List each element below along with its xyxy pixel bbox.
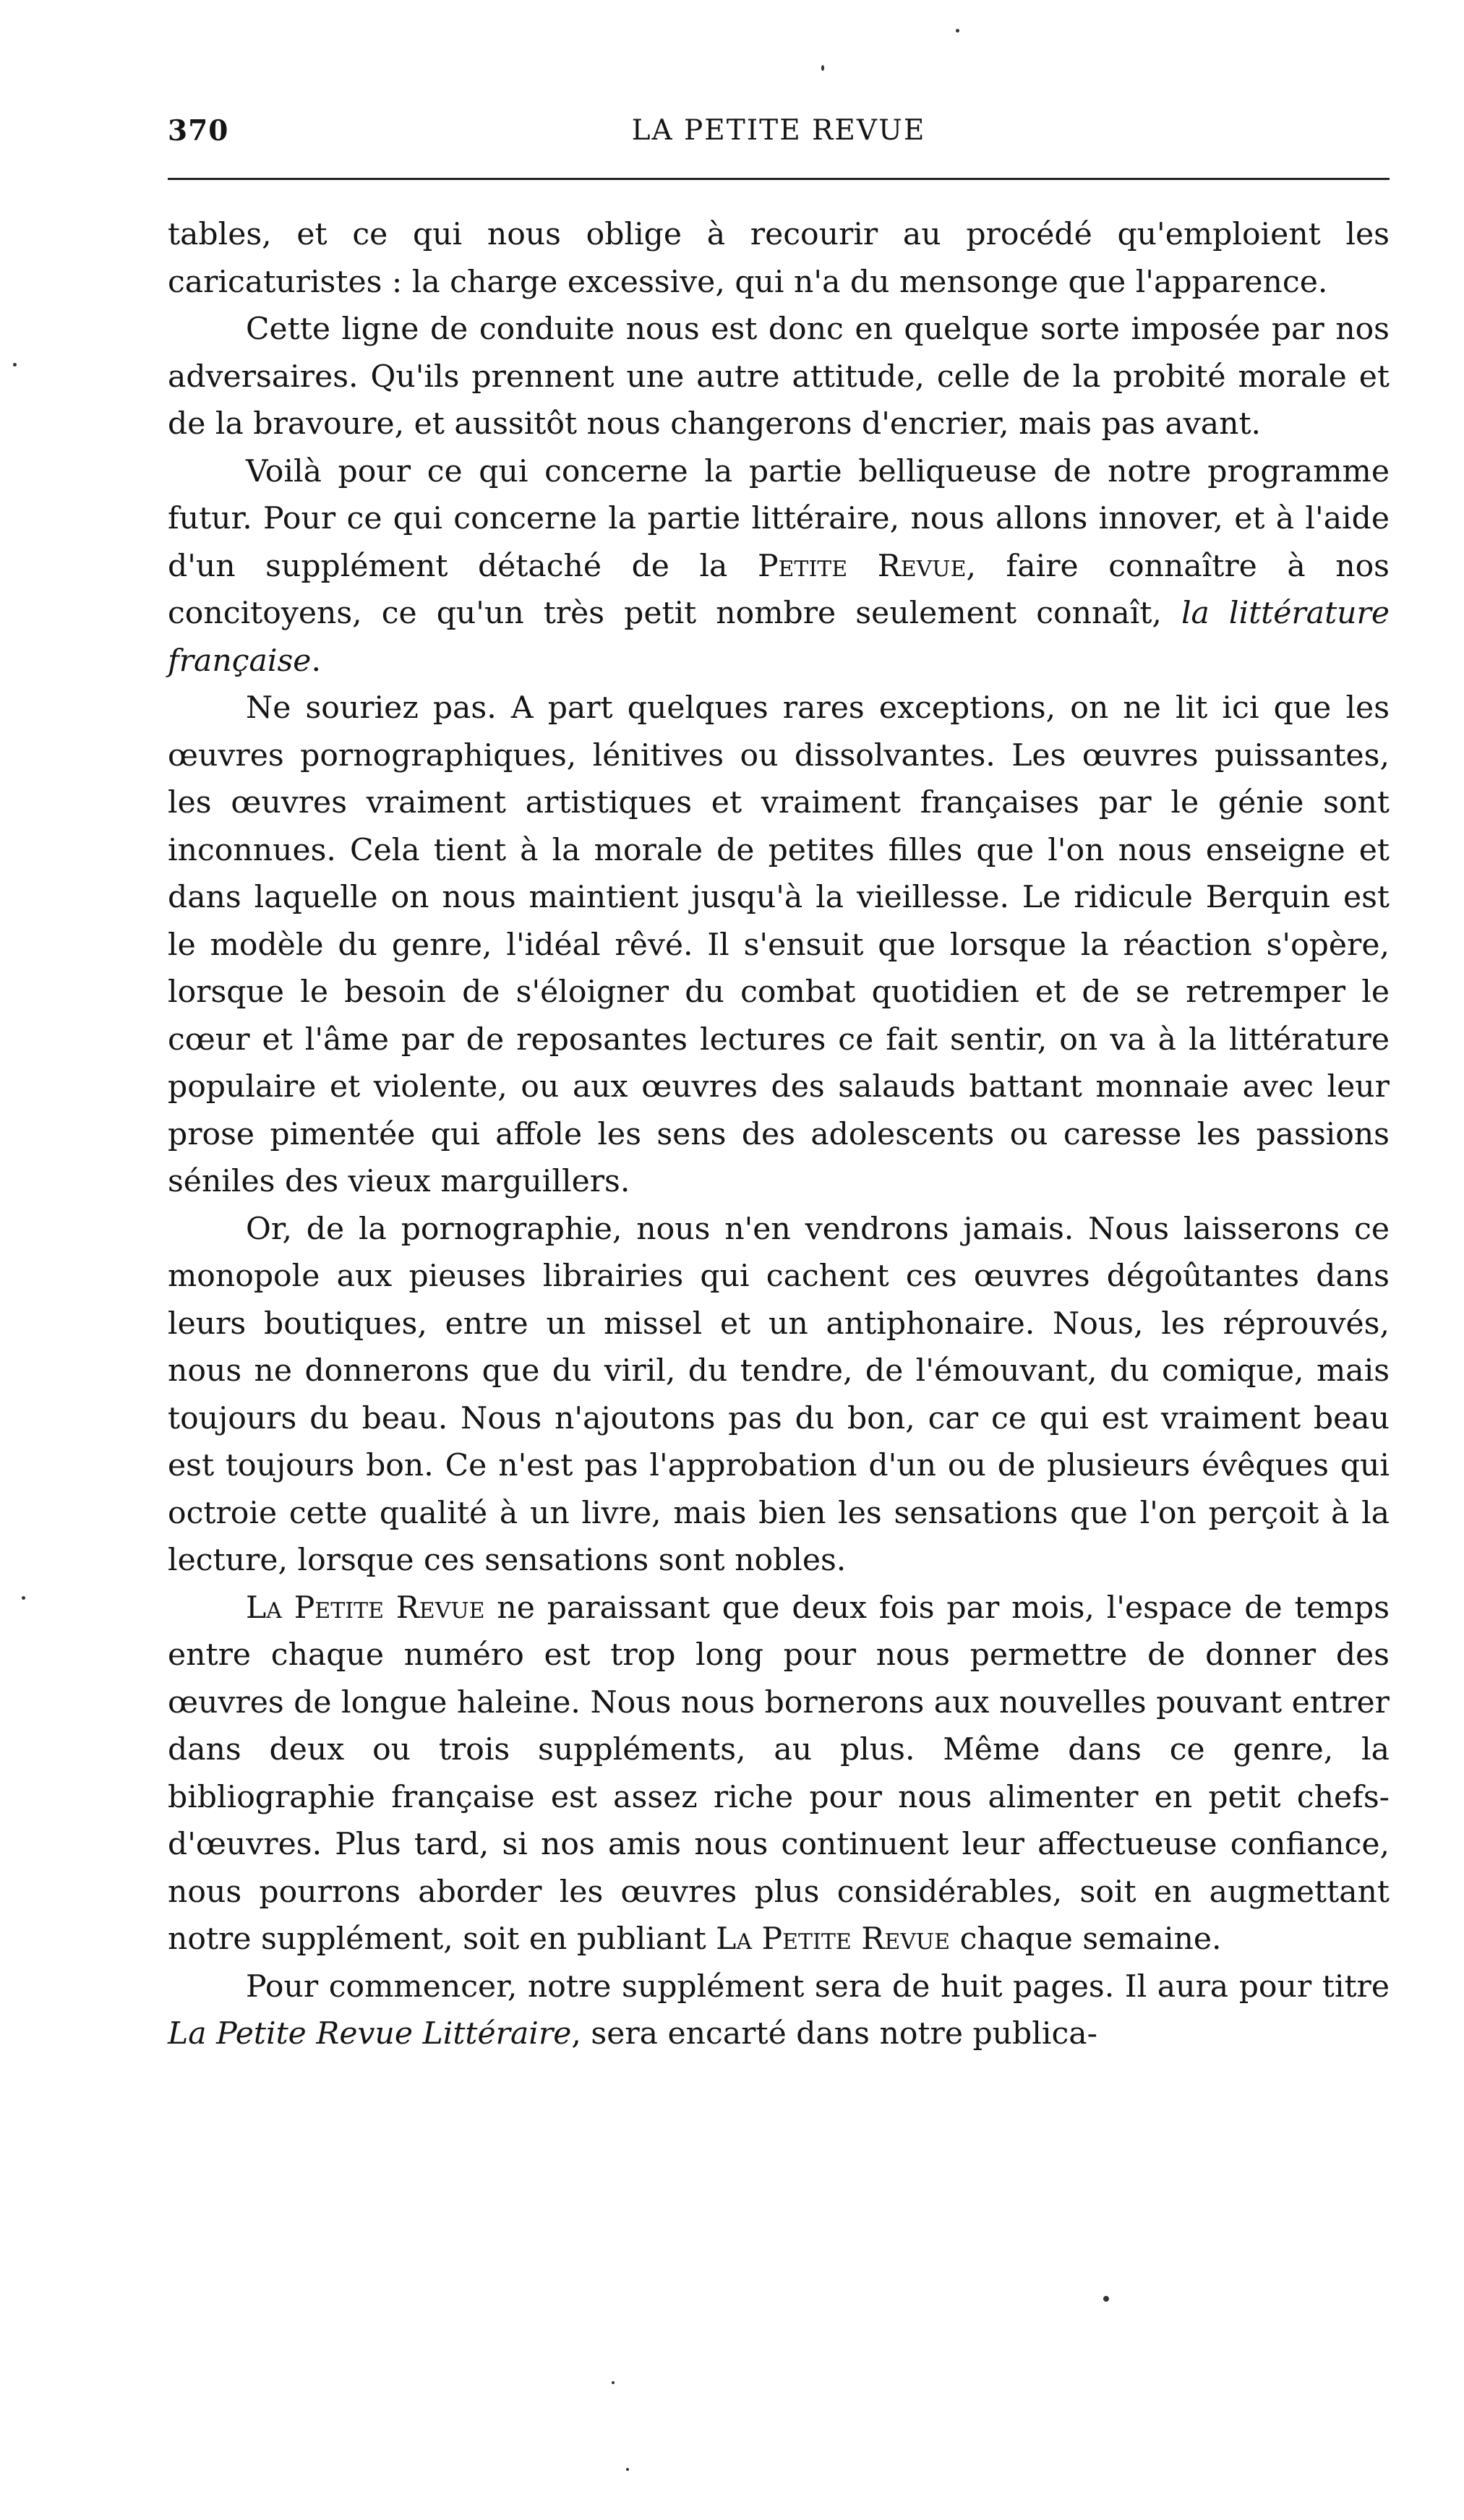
ink-speck — [13, 363, 17, 367]
journal-title-smallcaps: La Petite Revue — [716, 1921, 951, 1957]
paragraph-text: Or, de la pornographie, nous n'en vendrons jamais. Nous laisserons ce monopole aux pieuses librairies qui cachent ces œuvres dégoûtantes dans leurs boutiques, entre un missel et un antiphonaire. Nous, les réprouvés, nous ne donnerons que du viril, du tendre, de l'émouvant, du comique, mais toujours du beau. Nous n'ajoutons pas du bon, car ce qui est vraiment beau est toujours bon. Ce n'est pas l'approbation d'un ou de plusieurs évêques qui octroie cette qualité à un livre, mais bien les sensations que l'on perçoit à la lecture, lorsque ces sensations sont nobles. — [168, 1211, 1390, 1578]
paragraph-text: tables, et ce qui nous oblige à recourir au procédé qu'emploient les caricaturistes : la charge excessive, qui n'a du mensonge que l'apparence. — [168, 217, 1390, 300]
supplement-title-italic: La Petite Revue Littéraire — [168, 2016, 572, 2052]
paragraph-text: ne paraissant que deux fois par mois, l'espace de temps entre chaque numéro est trop long pour nous permettre de donner des œuvres de longue haleine. Nous nous bornerons aux nouvelles pouvant entrer dans deux ou trois suppléments, au plus. Même dans ce genre, la bibliographie française est assez riche pour nous alimenter en petit chefs-d'œuvres. Plus tard, si nos amis nous continuent leur affectueuse confiance, nous pourrons aborder les œuvres plus considérables, soit en augmettant notre supplément, soit en publiant — [168, 1590, 1390, 1957]
ink-speck — [1103, 2296, 1109, 2302]
paragraph-text: , faire connaître à nos concitoyens, ce qu'un très petit nombre seulement connaît, — [168, 548, 1390, 631]
page-number: 370 — [168, 114, 229, 147]
paragraph-text: . — [311, 643, 321, 679]
paragraph — [168, 306, 1390, 448]
journal-title-smallcaps: La Petite Revue — [246, 1590, 485, 1626]
ink-speck — [821, 65, 824, 71]
paragraph — [168, 1585, 1390, 1963]
paragraph-text: chaque semaine. — [950, 1921, 1222, 1957]
page-header — [168, 114, 1390, 158]
paragraph — [168, 685, 1390, 1206]
ink-speck — [612, 2381, 615, 2384]
journal-title-smallcaps: Petite Revue — [757, 548, 967, 584]
header-rule — [168, 178, 1390, 180]
ink-speck — [22, 1596, 25, 1600]
paragraph — [168, 1206, 1390, 1585]
paragraph — [168, 1963, 1390, 2058]
body-text — [168, 211, 1390, 2058]
running-title: LA PETITE REVUE — [631, 114, 926, 147]
ink-speck — [626, 2468, 629, 2471]
ink-speck — [956, 29, 959, 33]
paragraph-text: Pour commencer, notre supplément sera de huit pages. Il aura pour titre — [246, 1968, 1390, 2005]
paragraph-text: Voilà pour ce qui concerne la partie belliqueuse de notre programme futur. Pour ce qui concerne la partie littéraire, nous allons innover, et à l'aide d'un supplément détaché de la — [168, 453, 1390, 584]
italic-phrase: la littérature française — [168, 596, 1390, 679]
paragraph-text: , sera encarté dans notre publica- — [571, 2016, 1097, 2052]
paragraph-text: Ne souriez pas. A part quelques rares exceptions, on ne lit ici que les œuvres pornographiques, lénitives ou dissolvantes. Les œuvres puissantes, les œuvres vraiment artistiques et vraiment françaises par le génie sont inconnues. Cela tient à la morale de petites filles que l'on nous enseigne et dans laquelle on nous maintient jusqu'à la vieillesse. Le ridicule Berquin est le modèle du genre, l'idéal rêvé. Il s'ensuit que lorsque la réaction s'opère, lorsque le besoin de s'éloigner du combat quotidien et de se retremper le cœur et l'âme par de reposantes lectures ce fait sentir, on va à la littérature populaire et violente, ou aux œuvres des salauds battant monnaie avec leur prose pimentée qui affole les sens des adolescents ou caresse les passions séniles des vieux marguillers. — [168, 690, 1390, 1199]
paragraph — [168, 448, 1390, 685]
paragraph — [168, 211, 1390, 306]
paragraph-text: Cette ligne de conduite nous est donc en quelque sorte imposée par nos adversaires. Qu'ils prennent une autre attitude, celle de la probité morale et de la bravoure, et aussitôt nous changerons d'encrier, mais pas avant. — [168, 312, 1390, 442]
